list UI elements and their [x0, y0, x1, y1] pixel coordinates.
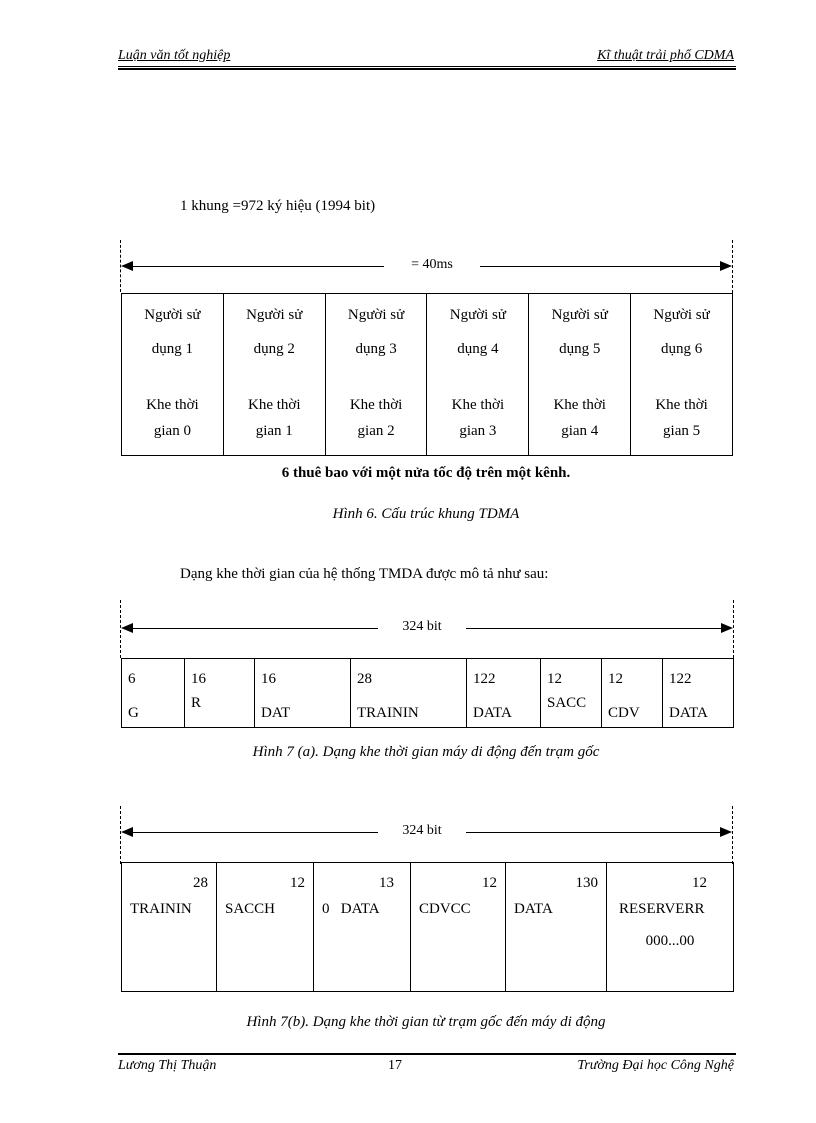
- fig7a-cell: [185, 659, 255, 728]
- cell-slot-label: Khe thời: [247, 397, 301, 413]
- cell-field: G: [128, 705, 139, 721]
- fig6-cell: [529, 294, 631, 456]
- cell-field: CDV: [608, 705, 640, 721]
- fig7a-slot-table: [121, 658, 734, 728]
- cell-user-number: dụng 1: [151, 341, 194, 357]
- fig7a-intro: Dạng khe thời gian của hệ thống TMDA được mô tả như sau:: [180, 566, 549, 582]
- cell-slot-label: Khe thời: [451, 397, 505, 413]
- cell-user-label: Người sử: [347, 307, 405, 323]
- cell-field: DATA: [473, 705, 512, 721]
- fig7b-cell: [506, 863, 607, 992]
- fig6-span-label: = 40ms: [384, 257, 480, 273]
- cell-field: RESERVERR: [619, 901, 705, 917]
- fig7b-right-marker: [732, 806, 733, 864]
- footer-university: Trường Đại học Công Nghệ: [577, 1058, 734, 1073]
- fig7a-cell: [467, 659, 541, 728]
- fig7a-cell: [122, 659, 185, 728]
- fig6-cell: [427, 294, 529, 456]
- cell-user-number: dụng 3: [355, 341, 397, 357]
- cell-field: SACC: [547, 695, 587, 711]
- fig7a-span-label: 324 bit: [378, 619, 466, 635]
- fig6-caption: Hình 6. Cấu trúc khung TDMA: [332, 506, 520, 522]
- fig7a-cell: [541, 659, 602, 728]
- cell-field: TRAININ: [130, 901, 192, 917]
- header-right: Kĩ thuật trải phổ CDMA: [597, 48, 734, 63]
- cell-slot-number: gian 3: [459, 423, 497, 439]
- cell-field: DATA: [669, 705, 708, 721]
- cell-slot-number: gian 2: [357, 423, 395, 439]
- fig6-intro: 1 khung =972 ký hiệu (1994 bit): [180, 198, 376, 214]
- cell-user-label: Người sử: [144, 307, 201, 323]
- fig7a-cell: [663, 659, 734, 728]
- cell-bits: 12: [547, 671, 562, 687]
- cell-bits: 16: [191, 671, 206, 687]
- cell-field: 0 DATA: [322, 901, 380, 917]
- fig7a-cell: [255, 659, 351, 728]
- fig7b-cell: [217, 863, 314, 992]
- arrow-left-icon: [121, 261, 133, 271]
- cell-bits: 122: [669, 671, 692, 687]
- cell-user-label: Người sử: [551, 307, 608, 323]
- fig7b-caption: Hình 7(b). Dạng khe thời gian từ trạm gốc đến máy di động: [246, 1014, 606, 1030]
- fig7b-cell: [122, 863, 217, 992]
- cell-field: DATA: [514, 901, 553, 917]
- footer-author: Lương Thị Thuận: [118, 1058, 217, 1073]
- header-rule: [118, 66, 736, 67]
- fig6-cell: [631, 294, 733, 456]
- arrow-right-icon: [720, 261, 732, 271]
- cell-bits: 6: [128, 671, 136, 687]
- cell-slot-number: gian 5: [663, 423, 701, 439]
- fig6-right-marker: [732, 240, 733, 298]
- cell-bits: 12: [692, 875, 707, 891]
- fig6-cell: [122, 294, 224, 456]
- cell-user-label: Người sử: [246, 307, 303, 323]
- cell-slot-label: Khe thời: [349, 397, 403, 413]
- cell-user-number: dụng 2: [253, 341, 295, 357]
- fig7b-cell: [607, 863, 734, 992]
- arrow-right-icon: [720, 827, 732, 837]
- cell-slot-number: gian 0: [153, 423, 191, 439]
- fig7a-cell: [602, 659, 663, 728]
- cell-field: SACCH: [225, 901, 276, 917]
- fig6-cell: [223, 294, 325, 456]
- cell-bits: 12: [608, 671, 623, 687]
- cell-field: DAT: [261, 705, 291, 721]
- header-left: Luận văn tốt nghiệp: [118, 48, 231, 63]
- fig6-frame-table: [121, 293, 733, 456]
- fig7a-cell: [351, 659, 467, 728]
- fig7a-caption: Hình 7 (a). Dạng khe thời gian máy di động đến trạm gốc: [252, 744, 600, 760]
- fig7b-slot-table: [121, 862, 734, 992]
- fig7b-cell: [314, 863, 411, 992]
- cell-bits: 13: [379, 875, 394, 891]
- cell-bits: 12: [290, 875, 305, 891]
- cell-bits: 122: [473, 671, 496, 687]
- cell-bits: 28: [357, 671, 372, 687]
- cell-bits: 28: [193, 875, 208, 891]
- cell-user-number: dụng 4: [457, 341, 499, 357]
- fig7a-right-marker: [733, 600, 734, 658]
- arrow-left-icon: [121, 827, 133, 837]
- cell-slot-number: gian 4: [561, 423, 599, 439]
- cell-slot-label: Khe thời: [655, 397, 708, 413]
- cell-bits: 130: [575, 875, 598, 891]
- cell-user-number: dụng 6: [660, 341, 703, 357]
- cell-field-extra: 000...00: [645, 933, 695, 949]
- cell-user-label: Người sử: [653, 307, 710, 323]
- header-rule-thick: [118, 68, 736, 70]
- arrow-left-icon: [121, 623, 133, 633]
- cell-user-number: dụng 5: [559, 341, 601, 357]
- cell-bits: 16: [261, 671, 276, 687]
- footer-rule: [118, 1053, 736, 1055]
- fig7b-span-label: 324 bit: [378, 823, 466, 839]
- cell-field: R: [191, 695, 202, 711]
- fig6-bold-caption: 6 thuê bao với một nửa tốc độ trên một kênh.: [281, 465, 571, 481]
- cell-field: CDVCC: [419, 901, 471, 917]
- arrow-right-icon: [721, 623, 733, 633]
- fig6-cell: [325, 294, 427, 456]
- cell-bits: 12: [482, 875, 497, 891]
- cell-slot-number: gian 1: [255, 423, 293, 439]
- cell-field: TRAININ: [357, 705, 419, 721]
- cell-user-label: Người sử: [449, 307, 507, 323]
- cell-slot-label: Khe thời: [146, 397, 199, 413]
- cell-slot-label: Khe thời: [553, 397, 606, 413]
- page-number: 17: [388, 1058, 402, 1073]
- fig7b-cell: [411, 863, 506, 992]
